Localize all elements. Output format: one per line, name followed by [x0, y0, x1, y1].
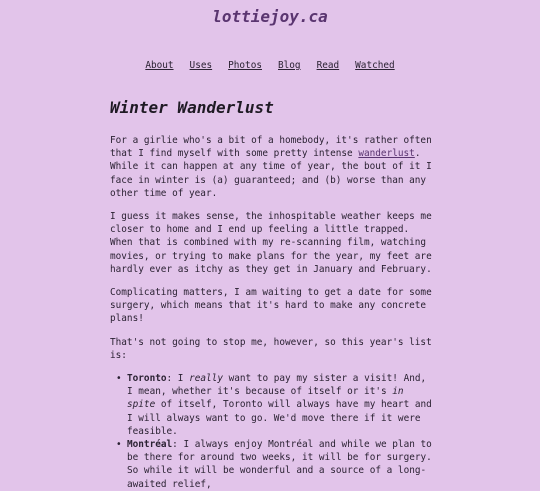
post-paragraph-2: I guess it makes sense, the inhospitable weather keeps me closer to home and I end up feeling a little trapped. When that is combined with my re-scanning film, watching movies, or trying to make plans for the year, my feet are hardly ever as itchy as they get in January and February.: [110, 211, 432, 275]
site-title-link[interactable]: lottiejoy.ca: [212, 7, 328, 26]
post-paragraph-intro: [110, 134, 432, 200]
nav-link-read[interactable]: Read: [316, 60, 340, 71]
post-paragraph-3: Complicating matters, I am waiting to get a date for some surgery, which means that it's hard to make any concrete plans!: [110, 287, 432, 325]
emphasis-text: in spite: [127, 386, 404, 411]
list-text: : I: [166, 373, 190, 385]
intro-text-after: . While it can happen at any time of year, the bout of it I face in winter is (a) guaranteed; and (b) worse than any other time of year.: [110, 148, 432, 199]
intro-text-before: For a girlie who's a bit of a homebody, it's rather often that I find myself with some pretty intense: [110, 135, 432, 160]
post-title: Winter Wanderlust: [110, 98, 274, 117]
nav-link-uses[interactable]: Uses: [189, 60, 213, 71]
nav-link-blog[interactable]: Blog: [278, 60, 301, 71]
destination-list: [110, 372, 432, 491]
list-text: want to pay my sister a visit! And, I mean, whether it's because of itself or it's: [127, 373, 427, 398]
post-content: [110, 98, 432, 491]
place-name: Toronto: [127, 373, 167, 385]
nav-link-about[interactable]: About: [145, 60, 174, 71]
main-nav: [0, 59, 540, 72]
nav-link-watched[interactable]: Watched: [355, 60, 395, 71]
place-name: Montréal: [127, 439, 173, 451]
emphasis-text: really: [189, 373, 223, 385]
list-item-montreal: [127, 438, 432, 491]
list-item-toronto: [127, 372, 432, 438]
nav-link-photos[interactable]: Photos: [228, 60, 262, 71]
wanderlust-link[interactable]: wanderlust: [358, 148, 415, 160]
post-paragraph-4: That's not going to stop me, however, so this year's list is:: [110, 336, 432, 361]
list-text: : I always enjoy Montréal and while we plan to be there for around two weeks, it will be for surgery. So while it will be wonderful and a source of a long-awaited relief,: [127, 439, 432, 490]
list-text: of itself, Toronto will always have my heart and I will always want to go. We'd move there if it were feasible.: [127, 399, 432, 437]
